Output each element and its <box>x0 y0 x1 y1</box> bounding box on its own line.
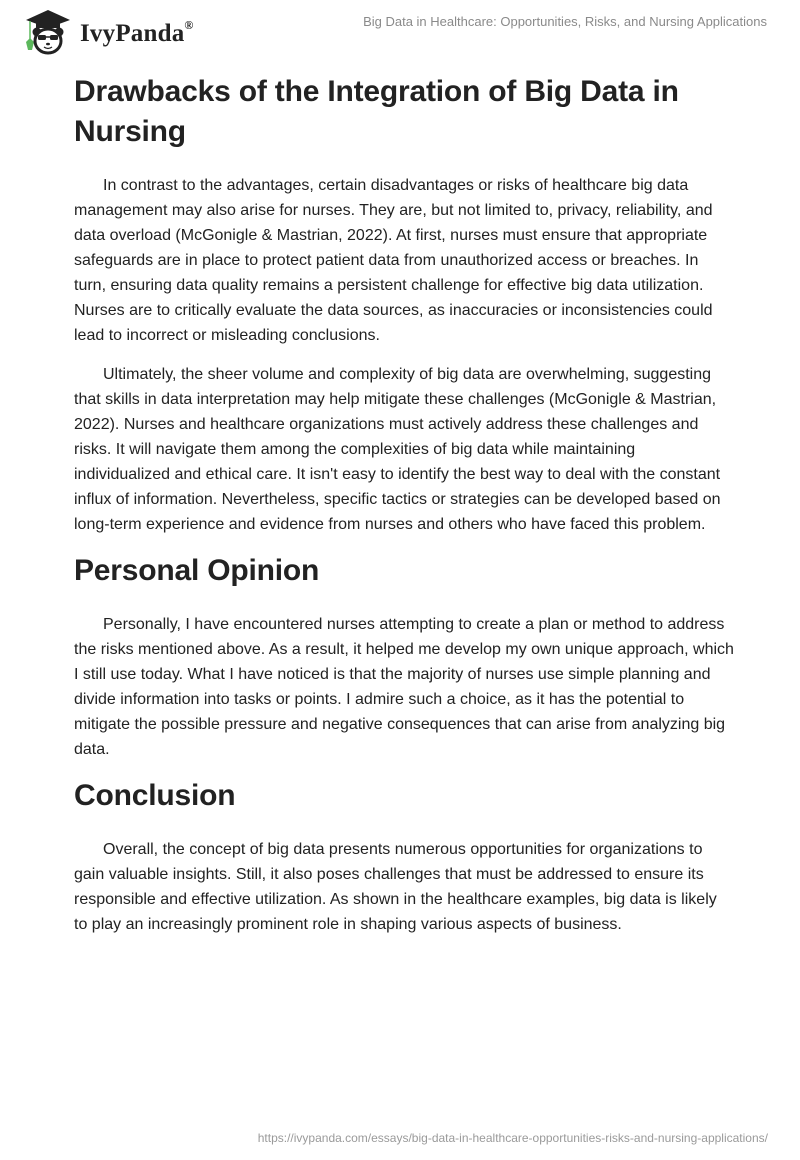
section-heading-personal-opinion: Personal Opinion <box>74 554 320 587</box>
panda-graduate-icon <box>18 6 76 56</box>
paragraph: Ultimately, the sheer volume and complexity of big data are overwhelming, suggesting that skills in data interpretation may help mitigate these challenges (McGonigle & Mastrian, 2022). Nurses and healthcare organizations must actively address these challenges and risks. It will navigate them among the complexities of big data while maintaining individualized and ethical care. It isn't easy to identify the best way to deal with the constant influx of information. Nevertheless, specific tactics or strategies can be developed based on long-term experience and evidence from nurses and others who have faced this problem. <box>74 366 721 533</box>
logo-wordmark: IvyPanda® <box>80 18 194 47</box>
paragraph: In contrast to the advantages, certain disadvantages or risks of healthcare big data management may also arise for nurses. They are, but not limited to, privacy, reliability, and data overload (McGonigle & Mastrian, 2022). At first, nurses must ensure that appropriate safeguards are in place to protect patient data from unauthorized access or breaches. In turn, ensuring data quality remains a persistent challenge for effective big data utilization. Nurses are to critically evaluate the data sources, as inaccuracies or inconsistencies could lead to incorrect or misleading conclusions. <box>74 177 713 344</box>
source-url[interactable]: https://ivypanda.com/essays/big-data-in-healthcare-opportunities-risks-and-nursing-applications/ <box>257 1131 768 1145</box>
essay-content <box>74 70 734 937</box>
section-heading-conclusion: Conclusion <box>74 779 236 812</box>
section-heading-drawbacks: Drawbacks of the Integration of Big Data in Nursing <box>74 75 679 148</box>
page-header <box>0 0 800 60</box>
paragraph: Personally, I have encountered nurses attempting to create a plan or method to address the risks mentioned above. As a result, it helped me develop my own unique approach, which I still use today. What I have noticed is that the majority of nurses use simple planning and divide information into tasks or points. I admire such a choice, as it has the potential to mitigate the possible pressure and negative consequences that can arise from analyzing big data. <box>74 616 734 758</box>
paragraph: Overall, the concept of big data presents numerous opportunities for organizations to gain valuable insights. Still, it also poses challenges that must be addressed to ensure its responsible and effective utilization. As shown in the healthcare examples, big data is likely to play an increasingly prominent role in shaping various aspects of business. <box>74 841 717 933</box>
ivypanda-logo[interactable] <box>18 6 194 56</box>
document-title: Big Data in Healthcare: Opportunities, Risks, and Nursing Applications <box>363 14 767 29</box>
